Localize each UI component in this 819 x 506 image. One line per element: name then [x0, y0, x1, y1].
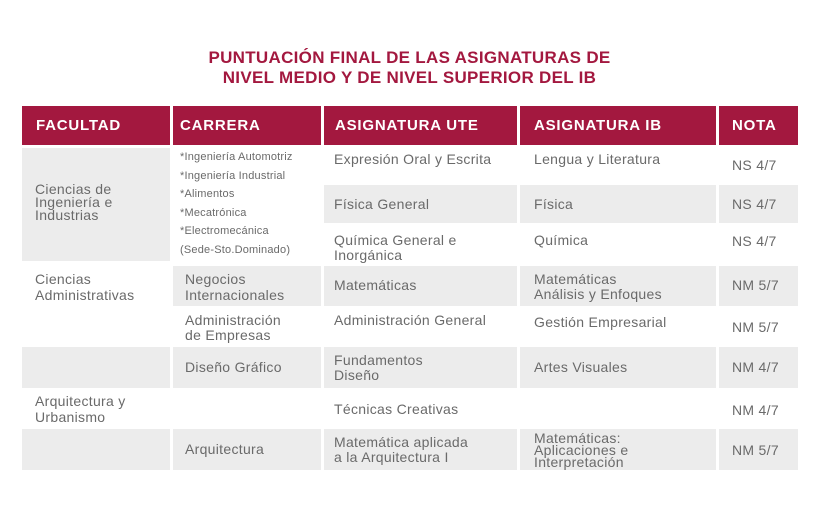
carrera-diseno: Diseño Gráfico [173, 347, 321, 388]
facultad-administrativas: Ciencias Administrativas [35, 271, 135, 303]
ib-cell: Física [520, 185, 716, 223]
carrera-item: *Electromecánica [180, 225, 269, 237]
carrera-negocios: Negocios Internacionales [173, 266, 321, 306]
title-line-2: NIVEL MEDIO Y DE NIVEL SUPERIOR DEL IB [222, 68, 597, 87]
header-facultad: FACULTAD [22, 106, 170, 145]
ib-cell: Gestión Empresarial [534, 314, 667, 330]
ute-cell: Matemáticas [324, 266, 517, 306]
carrera-item: *Mecatrónica [180, 206, 247, 219]
nota-cell: NM 4/7 [732, 402, 779, 418]
empty-cell [22, 347, 170, 388]
ute-cell: Administración General [334, 312, 487, 328]
carrera-item: *Ingeniería Automotriz [180, 151, 293, 163]
ute-cell: Química General e Inorgánica [334, 232, 457, 263]
header-asignatura-ib: ASIGNATURA IB [520, 106, 716, 145]
ib-cell: Matemáticas Análisis y Enfoques [520, 266, 716, 306]
nota-cell: NM 5/7 [719, 429, 798, 470]
ute-cell: Física General [324, 185, 517, 223]
ute-cell: Fundamentos Diseño [324, 347, 517, 388]
ute-cell: Matemática aplicada a la Arquitectura I [324, 429, 517, 470]
page-title [0, 48, 819, 88]
header-carrera: CARRERA [173, 106, 321, 145]
nota-cell: NS 4/7 [732, 157, 777, 173]
carrera-administracion: Administración de Empresas [185, 312, 282, 343]
ute-cell: Expresión Oral y Escrita [334, 151, 492, 167]
header-asignatura-ute: ASIGNATURA UTE [324, 106, 517, 145]
facultad-arquitectura: Arquitectura y Urbanismo [35, 393, 126, 425]
carrera-item: (Sede-Sto.Dominado) [180, 243, 291, 256]
empty-cell [173, 392, 321, 428]
ib-cell [520, 392, 716, 428]
carrera-item: *Alimentos [180, 188, 235, 200]
nota-cell: NM 4/7 [719, 347, 798, 388]
empty-cell [22, 429, 170, 470]
nota-cell: NM 5/7 [732, 319, 779, 335]
carrera-ingenieria-list [173, 148, 321, 261]
ib-cell: Química [534, 232, 589, 248]
carrera-item: *Ingeniería Industrial [180, 169, 286, 182]
carrera-arquitectura: Arquitectura [173, 429, 321, 470]
ib-cell: Matemáticas: Aplicaciones e Interpretación [520, 429, 716, 470]
nota-cell: NM 5/7 [719, 266, 798, 306]
nota-cell: NS 4/7 [732, 233, 777, 249]
ute-cell: Técnicas Creativas [334, 401, 459, 417]
title-line-1: PUNTUACIÓN FINAL DE LAS ASIGNATURAS DE [208, 48, 611, 67]
header-nota: NOTA [719, 106, 798, 145]
ib-cell: Artes Visuales [520, 347, 716, 388]
nota-cell: NS 4/7 [719, 185, 798, 223]
facultad-ingenieria: Ciencias de Ingeniería e Industrias [22, 148, 170, 261]
ib-cell: Lengua y Literatura [534, 151, 661, 167]
